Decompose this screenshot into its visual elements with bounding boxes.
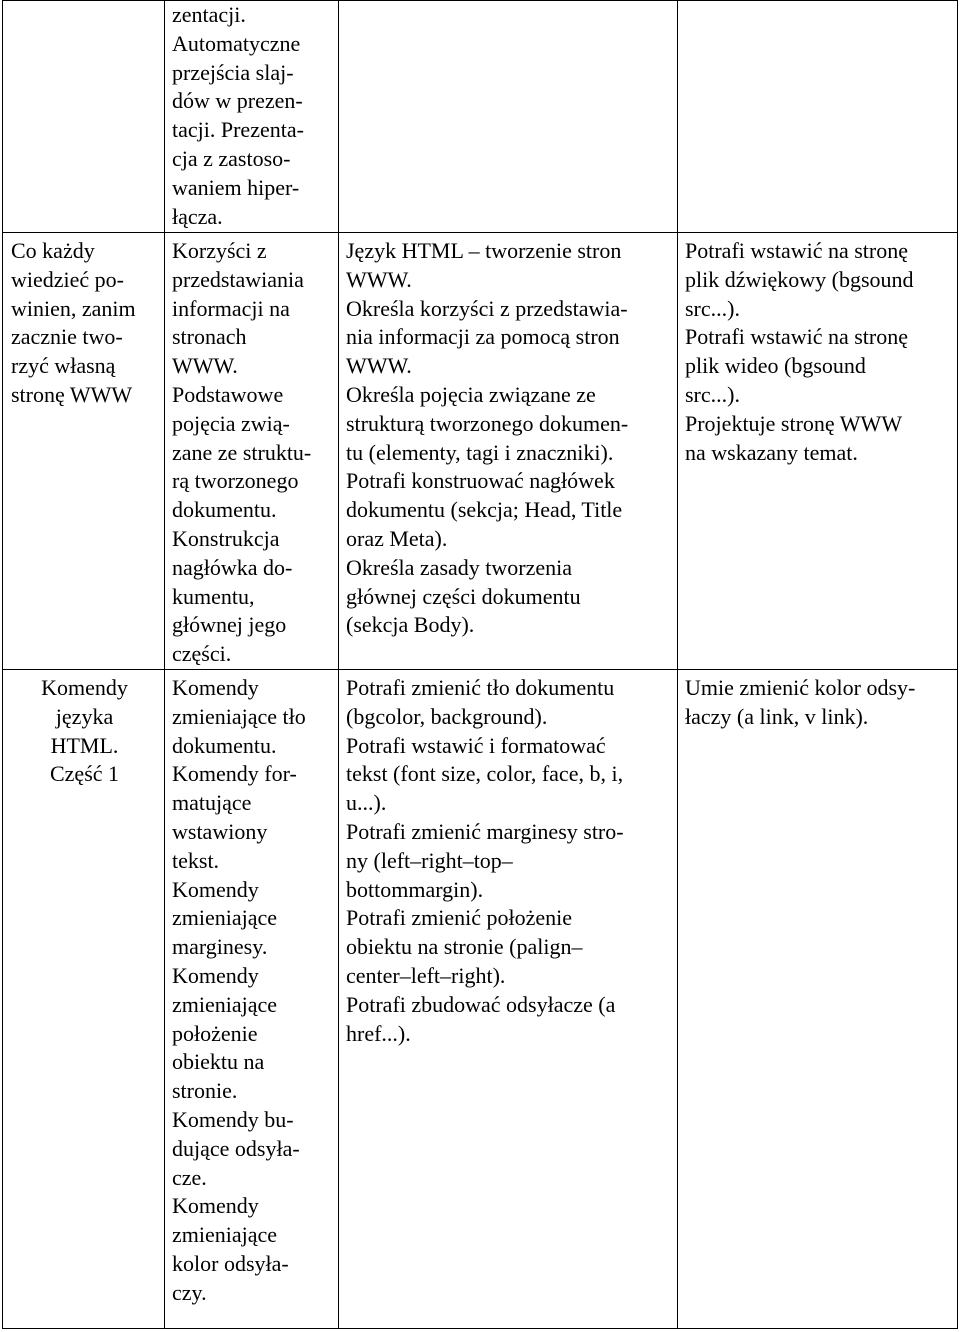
requirement-item: Potrafi zmienić marginesy stro- ny (left–right–top– bottommargin).: [346, 818, 624, 902]
requirement-item: Potrafi konstruować nagłówek dokumentu (sekcja; Head, Title oraz Meta).: [346, 468, 623, 551]
requirement-item: Potrafi zmienić położenie obiektu na stronie (palign– center–left–right).: [346, 905, 583, 988]
requirement-item: Określa pojęcia związane ze strukturą tworzonego dokumen- tu (elementy, tagi i znaczniki).: [346, 381, 629, 465]
requirement-item: Potrafi zbudować odsyłacze (a href...).: [346, 991, 616, 1046]
topic-cell: [3, 233, 165, 670]
requirement-item: Określa zasady tworzenia głównej części dokumentu (sekcja Body).: [346, 554, 581, 638]
extended-requirements-cell: [678, 669, 958, 1328]
requirement-item: Potrafi wstawić i formatować tekst (font size, color, face, b, i, u...).: [346, 732, 624, 816]
requirement-item: Umie zmienić kolor odsy- łaczy (a link, v link).: [685, 674, 916, 729]
table-row-2: [3, 233, 958, 670]
requirement-item: Potrafi wstawić na stronę plik dźwiękowy (bgsound src...).: [685, 238, 914, 321]
topic-cell: [3, 669, 165, 1328]
requirement-item: Potrafi wstawić na stronę plik wideo (bgsound src...).: [685, 324, 908, 407]
basic-requirements-cell: [339, 1, 678, 233]
content-text: zentacji. Automatyczne przejścia slaj- dów w prezen- tacji. Prezenta- cja z zastoso- waniem hiper- łącza.: [172, 2, 304, 229]
requirement-item: Projektuje stronę WWW na wskazany temat.: [685, 410, 903, 465]
curriculum-table: [2, 0, 958, 1329]
content-text: Korzyści z przedstawiania informacji na stronach WWW. Podstawowe pojęcia zwią- zane ze struktu- rą tworzonego dokumentu. Konstrukcja nagłówka do- kumentu, głównej jego części.: [172, 238, 312, 667]
content-text: Komendy zmieniające tło dokumentu. Komendy for- matujące wstawiony tekst. Komendy zmieniające marginesy. Komendy zmieniające położenie obiektu na stronie. Komendy bu- dujące odsyła- cze. Komendy zmieniające kolor odsyła- czy.: [172, 674, 306, 1305]
extended-requirements-cell: [678, 233, 958, 670]
content-cell: [165, 233, 339, 670]
extended-requirements-cell: [678, 1, 958, 233]
topic-text: Komendy języka HTML. Część 1: [41, 674, 128, 787]
table-row-1: [3, 1, 958, 233]
requirement-item: Potrafi zmienić tło dokumentu (bgcolor, background).: [346, 674, 615, 729]
requirement-item: Język HTML – tworzenie stron WWW.: [346, 238, 622, 292]
topic-text: Co każdy wiedzieć po- winien, zanim zacznie two- rzyć własną stronę WWW: [11, 238, 136, 407]
content-cell: [165, 1, 339, 233]
topic-cell: [3, 1, 165, 233]
requirement-item: Określa korzyści z przedstawia- nia informacji za pomocą stron WWW.: [346, 295, 628, 379]
table-row-3: [3, 669, 958, 1328]
basic-requirements-cell: [339, 669, 678, 1328]
basic-requirements-cell: [339, 233, 678, 670]
content-cell: [165, 669, 339, 1328]
